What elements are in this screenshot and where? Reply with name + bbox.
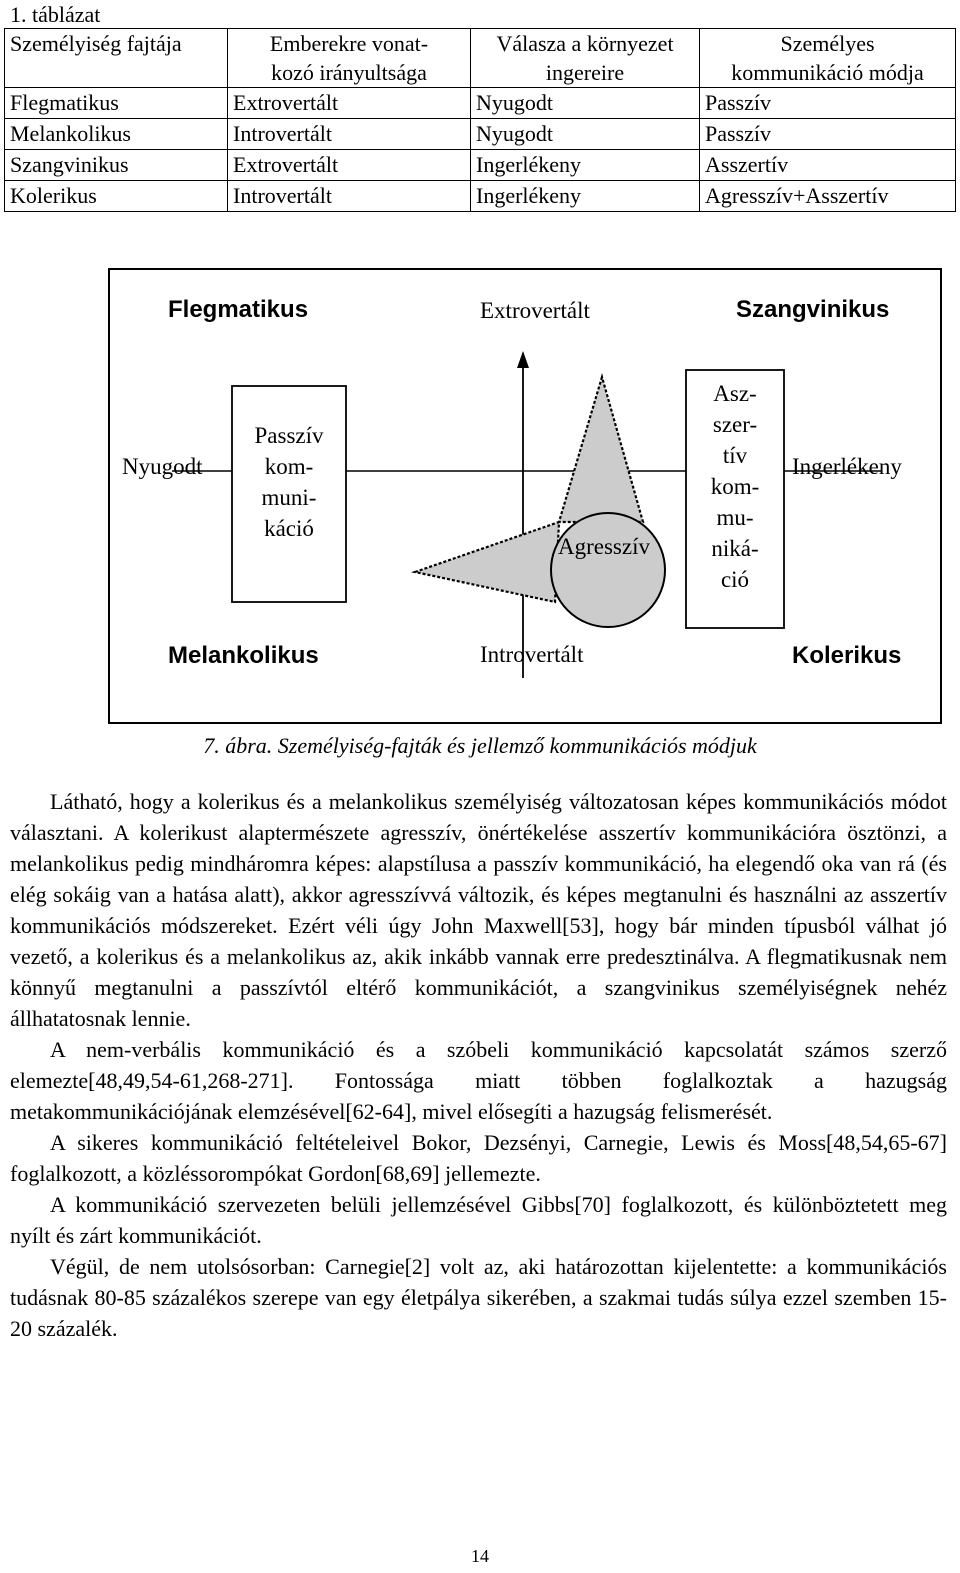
label-introvertalt: Introvertált [480,642,584,667]
aggressive-cone-top [559,377,643,522]
paragraph: A sikeres kommunikáció feltételeivel Bokor, Dezsényi, Carnegie, Lewis és Moss[48,54,65-67] foglalkozott, a közléssorompókat Gordon[68,69] jellemezte. [10,1130,947,1186]
table-cell: Extrovertált [228,88,471,119]
aggressive-circle [551,513,665,627]
table-cell: Passzív [700,119,956,150]
label-agressziv: Agresszív [558,534,650,559]
table-cell: Ingerlékeny [471,181,700,212]
assertive-box-text: Asz- szer- tív kom- mu- niká- ció [710,381,760,592]
table-cell: Introvertált [228,119,471,150]
label-melankolikus: Melankolikus [168,642,319,669]
body-text [10,786,947,1344]
table-caption: 1. táblázat [10,2,101,27]
table-cell: Flegmatikus [5,88,228,119]
label-flegmatikus: Flegmatikus [168,296,309,323]
table-cell: Kolerikus [5,181,228,212]
header-response: Válasza a környezet ingereire [471,29,700,88]
header-communication-mode: Személyes kommunikáció módja [700,29,956,88]
label-extrovertalt: Extrovertált [480,298,590,323]
label-kolerikus: Kolerikus [792,642,902,669]
aggressive-cone-left [415,522,559,602]
figure-caption: 7. ábra. Személyiség-fajták és jellemző kommunikációs módjuk [203,733,757,758]
table-cell: Szangvinikus [5,150,228,181]
paragraph: Végül, de nem utolsósorban: Carnegie[2] volt az, aki határozottan kijelentette: a kommunikációs tudásnak 80-85 százalékos szerepe van egy életpálya sikerében, a szakmai tudás súlya ezzel szemben 15-20 százalék. [10,1254,947,1341]
table-cell: Ingerlékeny [471,150,700,181]
table-cell: Asszertív [700,150,956,181]
header-orientation: Emberekre vonat- kozó irányultsága [228,29,471,88]
personality-diagram [108,268,942,724]
label-nyugodt: Nyugodt [122,454,203,479]
passive-box-text: Passzív kom- muni- káció [254,423,324,541]
table-cell: Extrovertált [228,150,471,181]
arrow-head [517,351,529,368]
table-cell: Introvertált [228,181,471,212]
table-cell: Melankolikus [5,119,228,150]
label-szangvinikus: Szangvinikus [736,296,890,323]
table-cell: Nyugodt [471,119,700,150]
paragraph: Látható, hogy a kolerikus és a melankolikus személyiség változatosan képes kommunikációs módot választani. A kolerikust alaptermészete agresszív, önértékelése asszertív kommunikációra ösztönzi, a melankolikus pedig mindháromra képes: alapstílusa a passzív kommunikáció, ha elegendő oka van rá (és elég sokáig van a hatása alatt), akkor agresszívvá változik, és képes megtanulni és használni az asszertív kommunikációs módszereket. Ezért véli úgy John Maxwell[53], hogy bár minden típusból válhat jó vezető, a kolerikus és a melankolikus az, akik inkább vannak erre predesztinálva. A flegmatikusnak nem könnyű megtanulni a passzívtól eltérő kommunikációt, a szangvinikus személyiségnek nehéz állhatatosnak lennie. [10,789,947,1031]
table-cell: Agresszív+Asszertív [700,181,956,212]
label-ingerlekeny: Ingerlékeny [792,454,902,479]
paragraph: A nem-verbális kommunikáció és a szóbeli kommunikáció kapcsolatát számos szerző elemezte[48,49,54-61,268-271]. Fontossága miatt többen foglalkoztak a hazugság metakommunikációjának elemzésével[62-64], mivel elősegíti a hazugság felismerését. [10,1037,947,1124]
table-cell: Passzív [700,88,956,119]
header-personality-type: Személyiség fajtája [5,29,228,88]
table-cell: Nyugodt [471,88,700,119]
page-number: 14 [471,1546,489,1566]
paragraph: A kommunikáció szervezeten belüli jellemzésével Gibbs[70] foglalkozott, és különböztetett meg nyílt és zárt kommunikációt. [10,1192,947,1248]
